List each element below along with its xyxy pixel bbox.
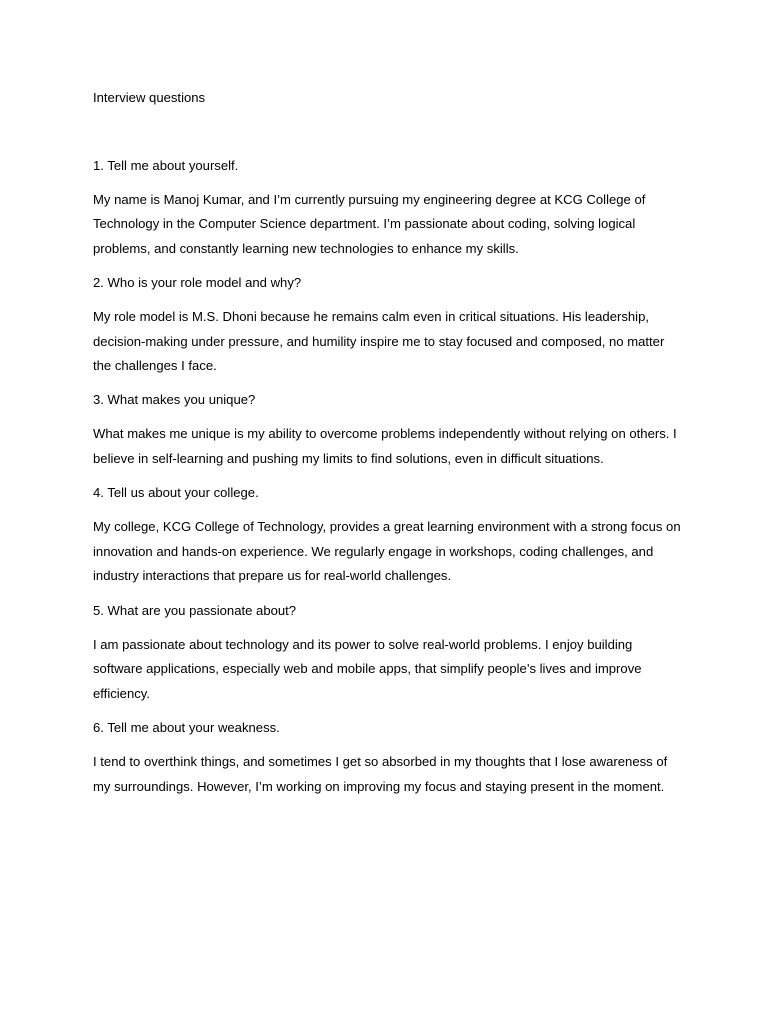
answer-5: I am passionate about technology and its power to solve real-world problems. I enjoy building software applications, especially web and mobile apps, that simplify people’s lives and improve efficiency. [93, 636, 642, 701]
qa-item-6 [93, 716, 683, 799]
document-title: Interview questions [93, 90, 206, 105]
document-body [93, 86, 683, 809]
question-5: 5. What are you passionate about? [93, 602, 297, 618]
qa-item-5 [93, 599, 683, 707]
answer-4: My college, KCG College of Technology, provides a great learning environment with a strong focus on innovation and hands-on experience. We regularly engage in workshops, coding challenges, and industry interactions that prepare us for real-world challenges. [93, 519, 681, 584]
qa-item-3 [93, 388, 683, 471]
question-1: 1. Tell me about yourself. [93, 157, 239, 173]
qa-item-1 [93, 154, 683, 262]
question-6: 6. Tell me about your weakness. [93, 719, 280, 735]
qa-item-2 [93, 271, 683, 379]
question-3: 3. What makes you unique? [93, 392, 256, 408]
question-4: 4. Tell us about your college. [93, 485, 259, 501]
answer-3: What makes me unique is my ability to overcome problems independently without relying on others. I believe in self-learning and pushing my limits to find solutions, even in difficult situations. [93, 426, 677, 467]
question-2: 2. Who is your role model and why? [93, 274, 302, 290]
answer-1: My name is Manoj Kumar, and I’m currently pursuing my engineering degree at KCG College of Technology in the Computer Science department. I’m passionate about coding, solving logical problems, and constantly learning new technologies to enhance my skills. [93, 191, 646, 256]
answer-2: My role model is M.S. Dhoni because he remains calm even in critical situations. His leadership, decision-making under pressure, and humility inspire me to stay focused and composed, no matter the challenges I face. [93, 309, 665, 374]
answer-6: I tend to overthink things, and sometimes I get so absorbed in my thoughts that I lose awareness of my surroundings. However, I’m working on improving my focus and staying present in the moment. [93, 753, 668, 794]
qa-item-4 [93, 481, 683, 589]
